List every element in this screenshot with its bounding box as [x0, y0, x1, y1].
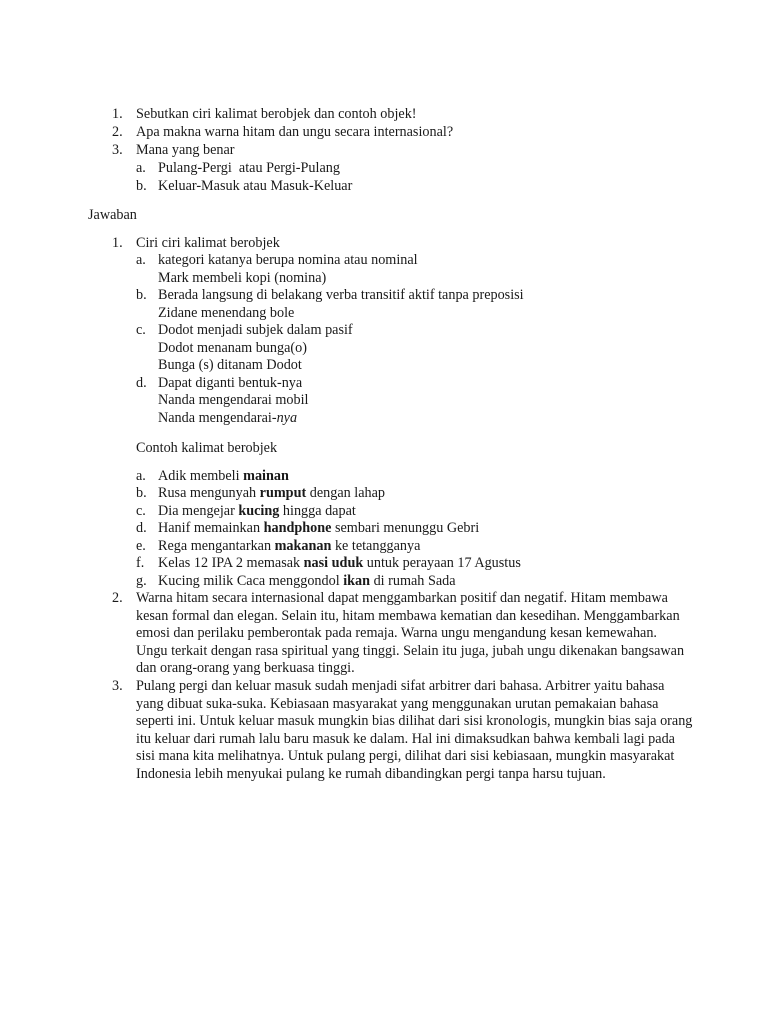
- examples-heading: Contoh kalimat berobjek: [136, 440, 278, 456]
- answers-heading: Jawaban: [88, 207, 137, 223]
- answer-3-paragraph: Pulang pergi dan keluar masuk sudah menjadi sifat arbitrer dari bahasa. Arbitrer yaitu bahasa yang dibuat suka-suka. Kebiasaan masyarakat yang menggunakan urutan pemakaian bahasa seperti ini. Untuk keluar masuk mungkin bias dilihat dari sisi kronologis, mungkin bias saja orang itu keluar dari rumah lalu baru masuk ke dalam. Hal ini dimaksudkan bahwa kembali lagi pada sisi mana kita melihatnya. Untuk pulang pergi, dilihat dari sisi kebiasaan, mungkin masyarakat Indonesia lebih menyukai pulang ke rumah dibandingkan pergi tanpa harsu tujuan.: [136, 678, 693, 782]
- document-page: 1. Sebutkan ciri kalimat berobjek dan contoh objek! 2. Apa makna warna hitam dan ungu secara internasional? 3. Mana yang benar a. Pulang-Pergi atau Pergi-Pulang b. Keluar-Masuk atau Masuk-Keluar Jawaban 1. Ciri ciri kalimat berobjek a. kategori katanya berupa nomina atau nominal Mark membeli kopi (nomina) b. Berada langsung di belakang verba transitif aktif tanpa preposisi Zidane menendang bole c. Dodot menjadi subjek dalam pasif Dodot menanam bunga(o) Bunga (s) ditanam Dodot d. Dapat diganti bentuk-nya Nanda mengendarai mobil Nanda mengendarai-nya Contoh kalimat berobjek a. Adik membeli mainan b. Rusa mengunyah rumput dengan lahap c. Dia mengejar kucing hingga dapat d. Hanif memainkan handphone sembari menunggu Gebri e. Rega mengantarkan makanan ke tetangganya f. Kelas 12 IPA 2 memasak nasi uduk untuk perayaan 17 Agustus g. Kucing milik Caca menggondol ikan di rumah Sada 2. Warna hitam secara internasional dapat menggambarkan positif dan negatif. Hitam membawa kesan formal dan elegan. Selain itu, hitam membawa kematian dan kesedihan. Menggambarkan emosi dan perilaku pemberontak pada remaja. Warna ungu mengandung kesan kemewahan. Ungu terkait dengan rasa spiritual yang tinggi. Selain itu juga, jubah ungu dikenakan bangsawan dan orang-orang yang berkuasa tinggi. 3. Pulang pergi dan keluar masuk sudah menjadi sifat arbitrer dari bahasa. Arbitrer yaitu bahasa yang dibuat suka-suka. Kebiasaan masyarakat yang menggunakan urutan pemakaian bahasa seperti ini. Untuk keluar masuk mungkin bias dilihat dari sisi kronologis, mungkin bias saja orang itu keluar dari rumah lalu baru masuk ke dalam. Hal ini dimaksudkan bahwa kembali lagi pada sisi mana kita melihatnya. Untuk pulang pergi, dilihat dari sisi kebiasaan, mungkin masyarakat Indonesia lebih menyukai pulang ke rumah dibandingkan pergi tanpa harsu tujuan.: [88, 106, 693, 782]
- answer-2-paragraph: Warna hitam secara internasional dapat menggambarkan positif dan negatif. Hitam membawa kesan formal dan elegan. Selain itu, hitam membawa kematian dan kesedihan. Menggambarkan emosi dan perilaku pemberontak pada remaja. Warna ungu mengandung kesan kemewahan. Ungu terkait dengan rasa spiritual yang tinggi. Selain itu juga, jubah ungu dikenakan bangsawan dan orang-orang yang berkuasa tinggi.: [136, 590, 685, 677]
